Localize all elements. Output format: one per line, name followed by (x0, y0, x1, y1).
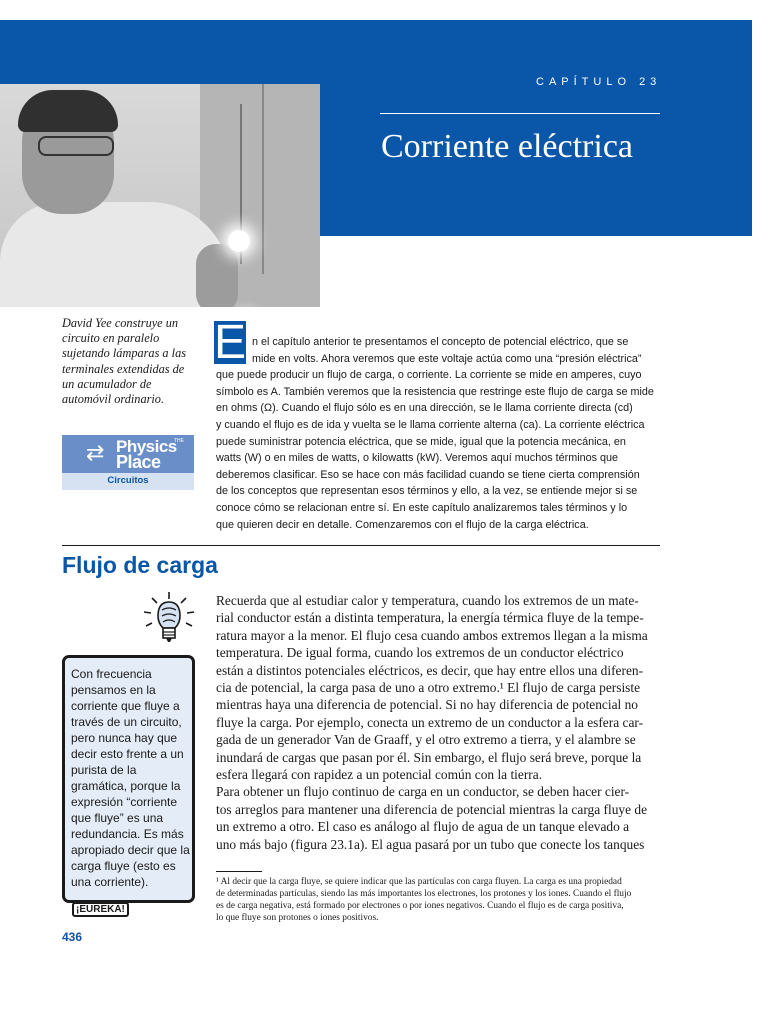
text-line: de determinadas partículas, siendo las más importantes los electrones, los protones y los iones. Cuando el flujo (216, 889, 632, 899)
text-line: tos arreglos para mantener una diferencia de potencial mientras la carga fluye de (216, 801, 648, 817)
text-line: en ohms (Ω). Cuando el flujo sólo es en una dirección, se le llama corriente directa (cd) (216, 402, 633, 415)
text-line: watts (W) o en miles de watts, o kilowatts (kW). Veremos aquí muchos términos que (216, 452, 619, 465)
text-line: puede suministrar potencia eléctrica, que se mide, igual que la potencia mecánica, en (216, 435, 626, 448)
text-line: están a distintos potenciales eléctricos, es decir, que hay entre ellos una diferen- (216, 662, 644, 678)
drop-cap: E (214, 316, 247, 369)
text-line: un extremo a otro. El caso es análogo al flujo de agua de un tanque elevado a (216, 819, 630, 835)
text-line: rial conductor están a distinta temperatura, la energía térmica fluye de la tempe- (216, 610, 644, 626)
title-rule (380, 113, 660, 114)
chapter-label: CAPÍTULO 23 (536, 76, 662, 88)
text-line: n el capítulo anterior te presentamos el concepto de potencial eléctrico, que se (252, 336, 629, 348)
chapter-title: Corriente eléctrica (381, 128, 634, 165)
text-line: mide en volts. Ahora veremos que este voltaje actúa como una “presión eléctrica” (252, 352, 642, 365)
text-line: fluye la carga. Por ejemplo, conecta un extremo de un conductor a la esfera car- (216, 714, 644, 730)
text-line: gada de un generador Van de Graaff, y el otro extremo a tierra, y el alambre se (216, 732, 636, 748)
text-line: símbolo es A. También veremos que la resistencia que restringe este flujo de carga se mide (216, 385, 654, 398)
text-line: que quieren decir en detalle. Comenzaremos con el flujo de la carga eléctrica. (216, 518, 589, 531)
text-line: que puede producir un flujo de carga, o corriente. La corriente se mide en amperes, cuyo (216, 369, 642, 382)
lamp-bulb (228, 230, 250, 252)
physics-place-topic: Circuitos (107, 475, 149, 486)
text-line: inundará de cargas que pasan por él. Sin embargo, el flujo será breve, porque la (216, 749, 642, 765)
eureka-badge: ¡EUREKA! (72, 902, 129, 917)
eureka-text: Con frecuencia pensamos en la corriente que fluye a través de un circuito, pero nunca hay que decir esto frente a un purista de la gramática, porque la expresión “corriente que fluye” es una redundancia. Es más apropiado decir que la carga fluye (esto es una corriente). (71, 667, 190, 889)
lightbulb-icon (138, 590, 200, 648)
photo-caption: David Yee construye un circuito en paralelo sujetando lámparas a las terminales extendidas de un acumulador de automóvil ordinario. (62, 316, 187, 407)
page-number: 436 (62, 930, 83, 944)
text-line: es de carga negativa, está formado por electrones o por iones negativos. Cuando el flujo es de carga positiva, (216, 901, 624, 911)
physics-place-logo: Physics (116, 437, 177, 456)
section-title: Flujo de carga (62, 552, 218, 578)
text-line: de los conceptos que representan esos términos y ello, a la vez, se entiende mejor si se (216, 485, 638, 498)
arrows-icon: ⇄ (86, 441, 105, 466)
text-line: ratura mayor a la menor. El flujo cesa cuando ambos extremos llegan a la misma (216, 627, 648, 643)
eureka-sidebar (62, 655, 195, 903)
text-line: ¹ Al decir que la carga fluye, se quiere indicar que las partículas con carga fluyen. La carga es una propiedad (216, 877, 622, 887)
text-line: conoce cómo se relacionan entre sí. En este capítulo analizaremos tales términos y lo (216, 502, 628, 514)
text-line: Para obtener un flujo continuo de carga en un conductor, se deben hacer cier- (216, 784, 630, 800)
text-line: Recuerda que al estudiar calor y temperatura, cuando los extremos de un mate- (216, 593, 639, 608)
text-line: cia de potencial, la carga pasa de uno a otro extremo.¹ El flujo de carga persiste (216, 680, 641, 695)
text-line: lo que fluye son protones o iones positivos. (216, 913, 379, 923)
text-line: esfera llegará con rapidez a un potencial común con la tierra. (216, 767, 543, 782)
section-rule (62, 545, 660, 546)
text-line: deberemos clasificar. Eso se hace con más facilidad cuando se tiene cierta comprensión (216, 468, 640, 481)
text-line: mientras haya una diferencia de potencial. Si no hay diferencia de potencial no (216, 697, 639, 713)
physics-place-badge[interactable]: ⇄ THE Physics Place Circuitos (62, 435, 194, 490)
page-top-margin (0, 0, 768, 20)
text-line: temperatura. De igual forma, cuando los extremos de un conductor eléctrico (216, 645, 624, 661)
footnote-rule (216, 871, 262, 872)
text-line: y cuando el flujo es de ida y vuelta se le llama corriente alterna (ca). La corriente eléctrica (216, 419, 645, 431)
chapter-photo (0, 84, 320, 307)
text-line: uno más bajo (figura 23.1a). El agua pasará por un tubo que conecte los tanques (216, 836, 645, 852)
